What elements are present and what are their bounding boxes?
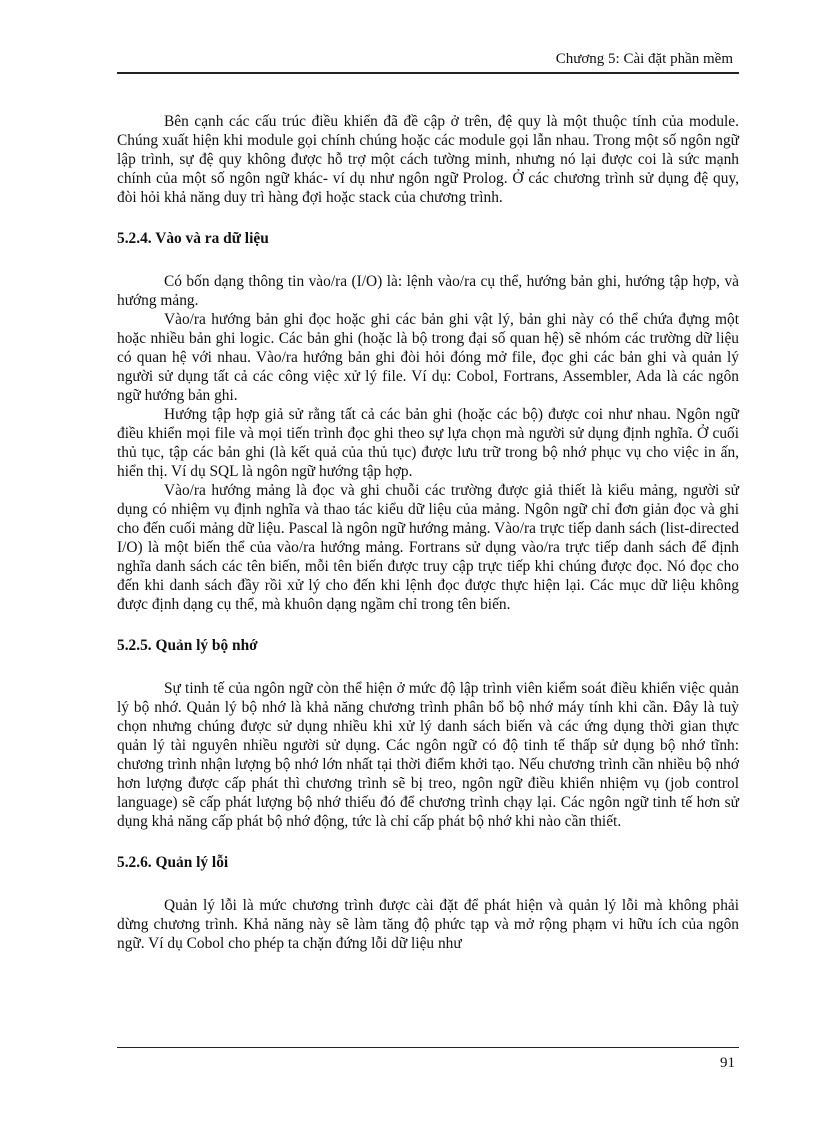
footer-divider [117,1047,739,1048]
page-number: 91 [720,1055,735,1071]
section-heading-5-2-6: 5.2.6. Quản lý lỗi [117,854,229,871]
chapter-title: Chương 5: Cài đặt phần mềm [555,51,733,67]
section-5-2-4-paragraph: Có bốn dạng thông tin vào/ra (I/O) là: lệnh vào/ra cụ thể, hướng bản ghi, hướng tập hợp, và hướng mảng. [117,273,739,309]
section-5-2-4-paragraph: Vào/ra hướng bản ghi đọc hoặc ghi các bản ghi vật lý, bản ghi này có thể chứa đựng một hoặc nhiều bản ghi logic. Các bản ghi (hoặc là bộ trong đại số quan hệ) sẽ nhóm các trường dữ liệu có quan hệ với nhau. Vào/ra hướng bản ghi đòi hỏi đóng mở file, đọc ghi các bản ghi và quản lý người sử dụng tất cả các công việc xử lý file. Ví dụ: Cobol, Fortrans, Assembler, Ada là các ngôn ngữ hướng bản ghi. [117,311,739,404]
page-body [117,112,739,953]
section-5-2-6-paragraph: Quản lý lỗi là mức chương trình được cài đặt để phát hiện và quản lý lỗi mà không phải dừng chương trình. Khả năng này sẽ làm tăng độ phức tạp và mở rộng phạm vi hữu ích của ngôn ngữ. Ví dụ Cobol cho phép ta chặn đứng lỗi dữ liệu như [117,897,739,952]
section-heading-5-2-4: 5.2.4. Vào và ra dữ liệu [117,230,269,247]
section-heading-5-2-5: 5.2.5. Quản lý bộ nhớ [117,637,258,654]
section-5-2-4-paragraph: Vào/ra hướng mảng là đọc và ghi chuỗi các trường được giả thiết là kiểu mảng, người sử dụng có nhiệm vụ định nghĩa và thao tác kiểu dữ liệu của mảng. Ngôn ngữ chỉ đơn giản đọc và ghi cho đến cuối mảng dữ liệu. Pascal là ngôn ngữ hướng mảng. Vào/ra trực tiếp danh sách (list-directed I/O) là một biến thể của vào/ra hướng mảng. Fortrans sử dụng vào/ra trực tiếp danh sách để định nghĩa danh sách các tên biến, mỗi tên biến được truy cập trực tiếp khi chúng được đọc. Nó đọc cho đến khi danh sách đầy rồi xử lý cho đến khi lệnh đọc được thực hiện lại. Các mục dữ liệu không được định dạng cụ thể, mà khuôn dạng ngầm chỉ trong tên biến. [117,482,739,613]
section-5-2-4-paragraph: Hướng tập hợp giả sử rằng tất cả các bản ghi (hoặc các bộ) được coi như nhau. Ngôn ngữ điều khiển mọi file và mọi tiến trình đọc ghi theo sự lựa chọn mà người sử dụng định nghĩa. Ở cuối thủ tục, tập các bản ghi (là kết quả của thủ tục) được lưu trữ trong bộ nhớ phục vụ cho việc in ấn, hiển thị. Ví dụ SQL là ngôn ngữ hướng tập hợp. [117,406,739,480]
section-5-2-5-paragraph: Sự tinh tế của ngôn ngữ còn thể hiện ở mức độ lập trình viên kiểm soát điều khiển việc quản lý bộ nhớ. Quản lý bộ nhớ là khả năng chương trình phân bổ bộ nhớ máy tính khi cần. Đây là tuỳ chọn nhưng chúng được sử dụng nhiều khi xử lý danh sách biến và các ứng dụng thời gian thực quản lý tài nguyên nhiều người sử dụng. Các ngôn ngữ có độ tinh tế thấp sử dụng bộ nhớ tĩnh: chương trình nhận lượng bộ nhớ lớn nhất tại thời điểm khởi tạo. Nếu chương trình cần nhiều bộ nhớ hơn lượng được cấp phát thì chương trình sẽ bị treo, ngôn ngữ điều khiển nhiệm vụ (job control language) sẽ cấp phát lượng bộ nhớ thiếu đó để chương trình chạy lại. Các ngôn ngữ tinh tế hơn sử dụng khả năng cấp phát bộ nhớ động, tức là chỉ cấp phát bộ nhớ khi nào cần thiết. [117,680,739,830]
intro-paragraph: Bên cạnh các cấu trúc điều khiển đã đề cập ở trên, đệ quy là một thuộc tính của module. Chúng xuất hiện khi module gọi chính chúng hoặc các module gọi lẫn nhau. Trong một số ngôn ngữ lập trình, sự đệ quy không được hỗ trợ một cách tường minh, nhưng nó lại được coi là sức mạnh chính của một số ngôn ngữ khác- ví dụ như ngôn ngữ Prolog. Ở các chương trình sử dụng đệ quy, đòi hỏi khả năng duy trì hàng đợi hoặc stack của chương trình. [117,113,739,206]
page-header [117,50,739,74]
